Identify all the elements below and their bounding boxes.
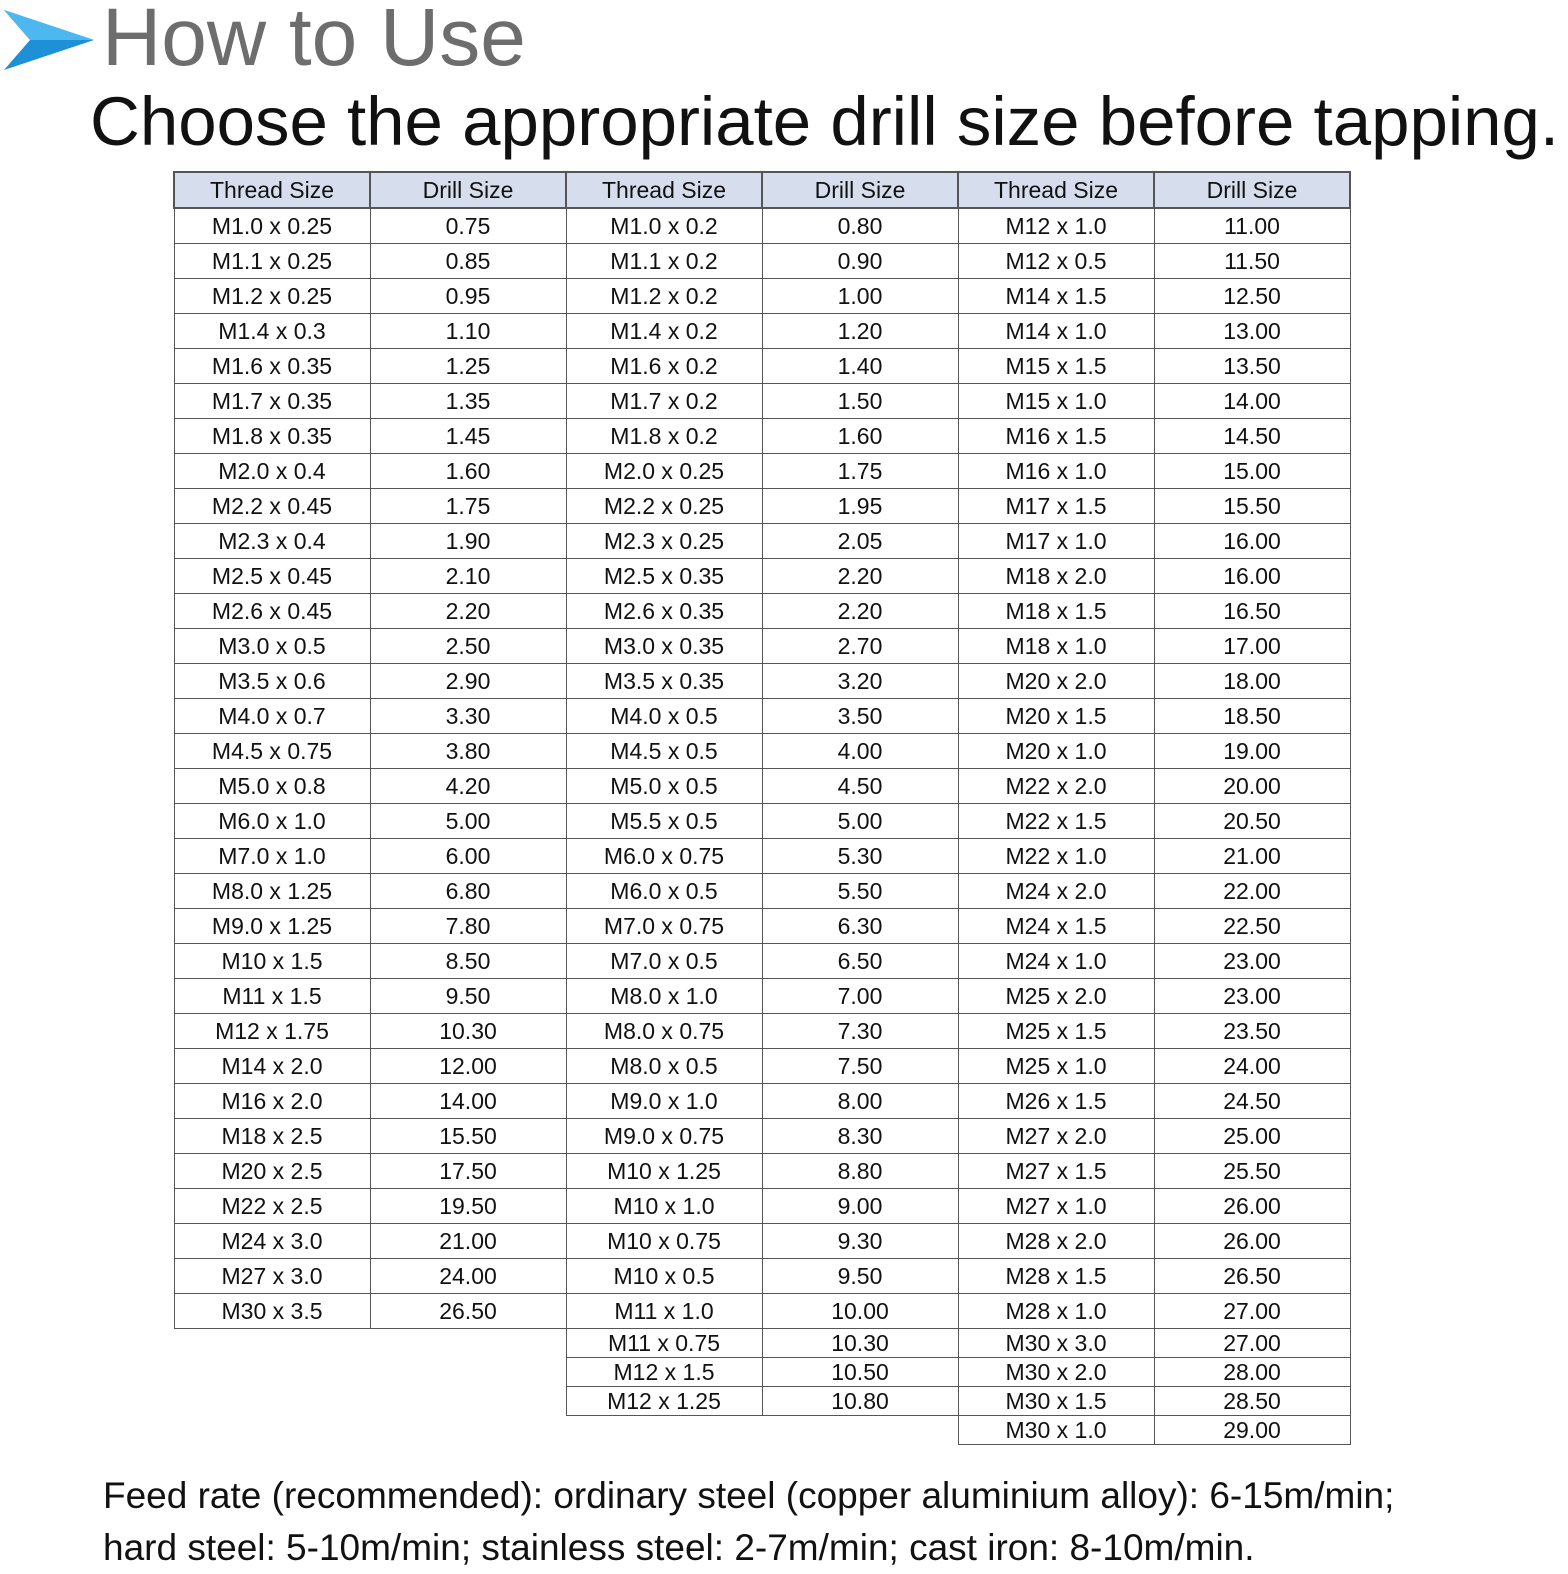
thread-size-cell: M22 x 2.5 (174, 1189, 370, 1224)
table-row (174, 1259, 1350, 1294)
thread-size-cell: M17 x 1.5 (958, 489, 1154, 524)
thread-size-cell: M24 x 1.0 (958, 944, 1154, 979)
thread-size-cell: M22 x 1.5 (958, 804, 1154, 839)
thread-size-cell: M2.3 x 0.4 (174, 524, 370, 559)
empty-cell (174, 1416, 370, 1445)
column-header: Drill Size (370, 172, 566, 208)
drill-size-cell: 24.50 (1154, 1084, 1350, 1119)
drill-size-cell: 4.20 (370, 769, 566, 804)
table-row (174, 489, 1350, 524)
thread-size-cell: M22 x 2.0 (958, 769, 1154, 804)
thread-size-cell: M20 x 2.0 (958, 664, 1154, 699)
thread-size-cell: M14 x 2.0 (174, 1049, 370, 1084)
drill-size-cell: 16.50 (1154, 594, 1350, 629)
drill-size-cell: 19.50 (370, 1189, 566, 1224)
thread-size-cell: M7.0 x 0.5 (566, 944, 762, 979)
drill-size-cell: 27.00 (1154, 1294, 1350, 1329)
thread-size-cell: M1.8 x 0.35 (174, 419, 370, 454)
drill-size-cell: 0.95 (370, 279, 566, 314)
drill-size-cell: 25.00 (1154, 1119, 1350, 1154)
table-row (174, 664, 1350, 699)
thread-size-cell: M8.0 x 1.0 (566, 979, 762, 1014)
drill-size-cell: 15.00 (1154, 454, 1350, 489)
drill-size-cell: 8.00 (762, 1084, 958, 1119)
drill-size-cell: 18.00 (1154, 664, 1350, 699)
thread-size-cell: M24 x 2.0 (958, 874, 1154, 909)
thread-size-cell: M2.5 x 0.35 (566, 559, 762, 594)
table-row (174, 454, 1350, 489)
thread-size-cell: M25 x 1.5 (958, 1014, 1154, 1049)
thread-size-cell: M4.5 x 0.75 (174, 734, 370, 769)
drill-size-cell: 9.50 (762, 1259, 958, 1294)
drill-size-cell: 22.00 (1154, 874, 1350, 909)
drill-size-cell: 5.50 (762, 874, 958, 909)
thread-size-cell: M12 x 0.5 (958, 244, 1154, 279)
table-row (174, 1387, 1350, 1416)
drill-size-cell: 7.80 (370, 909, 566, 944)
table-row (174, 594, 1350, 629)
thread-size-cell: M5.0 x 0.8 (174, 769, 370, 804)
table-row (174, 1416, 1350, 1445)
thread-size-cell: M2.2 x 0.45 (174, 489, 370, 524)
thread-size-cell: M12 x 1.5 (566, 1358, 762, 1387)
thread-size-cell: M11 x 1.5 (174, 979, 370, 1014)
table-row (174, 1014, 1350, 1049)
thread-size-cell: M2.6 x 0.45 (174, 594, 370, 629)
drill-size-cell: 14.00 (370, 1084, 566, 1119)
thread-size-cell: M18 x 1.0 (958, 629, 1154, 664)
drill-size-cell: 10.80 (762, 1387, 958, 1416)
empty-cell (174, 1329, 370, 1358)
thread-size-cell: M16 x 1.0 (958, 454, 1154, 489)
drill-size-cell: 23.00 (1154, 979, 1350, 1014)
table-row (174, 1119, 1350, 1154)
table-row (174, 629, 1350, 664)
drill-size-cell: 2.90 (370, 664, 566, 699)
table-row (174, 1294, 1350, 1329)
thread-size-cell: M3.5 x 0.6 (174, 664, 370, 699)
thread-size-cell: M10 x 0.5 (566, 1259, 762, 1294)
thread-size-cell: M5.0 x 0.5 (566, 769, 762, 804)
thread-size-cell: M2.6 x 0.35 (566, 594, 762, 629)
drill-size-cell: 1.90 (370, 524, 566, 559)
drill-size-cell: 23.00 (1154, 944, 1350, 979)
table-row (174, 524, 1350, 559)
drill-size-cell: 24.00 (1154, 1049, 1350, 1084)
drill-size-cell: 1.60 (370, 454, 566, 489)
thread-size-cell: M27 x 2.0 (958, 1119, 1154, 1154)
thread-size-cell: M26 x 1.5 (958, 1084, 1154, 1119)
table-row (174, 1049, 1350, 1084)
thread-size-cell: M27 x 1.5 (958, 1154, 1154, 1189)
feed-rate-line-1: Feed rate (recommended): ordinary steel (copper aluminium alloy): 6-15m/min; (103, 1475, 1395, 1516)
thread-size-cell: M11 x 0.75 (566, 1329, 762, 1358)
thread-size-cell: M1.4 x 0.3 (174, 314, 370, 349)
thread-size-cell: M1.8 x 0.2 (566, 419, 762, 454)
thread-size-cell: M2.2 x 0.25 (566, 489, 762, 524)
thread-size-cell: M1.7 x 0.2 (566, 384, 762, 419)
thread-size-cell: M27 x 3.0 (174, 1259, 370, 1294)
drill-size-cell: 21.00 (370, 1224, 566, 1259)
thread-size-cell: M20 x 1.0 (958, 734, 1154, 769)
thread-size-cell: M28 x 1.5 (958, 1259, 1154, 1294)
thread-size-cell: M7.0 x 0.75 (566, 909, 762, 944)
thread-size-cell: M8.0 x 1.25 (174, 874, 370, 909)
thread-size-cell: M1.2 x 0.25 (174, 279, 370, 314)
table-row (174, 839, 1350, 874)
drill-size-cell: 11.00 (1154, 208, 1350, 244)
thread-size-cell: M22 x 1.0 (958, 839, 1154, 874)
drill-size-cell: 9.30 (762, 1224, 958, 1259)
thread-size-cell: M10 x 1.5 (174, 944, 370, 979)
thread-size-cell: M25 x 2.0 (958, 979, 1154, 1014)
thread-size-cell: M3.0 x 0.5 (174, 629, 370, 664)
drill-size-cell: 20.50 (1154, 804, 1350, 839)
column-header: Drill Size (1154, 172, 1350, 208)
drill-size-cell: 27.00 (1154, 1329, 1350, 1358)
drill-size-cell: 9.00 (762, 1189, 958, 1224)
empty-cell (174, 1358, 370, 1387)
empty-cell (370, 1358, 566, 1387)
drill-size-cell: 4.00 (762, 734, 958, 769)
drill-size-cell: 2.50 (370, 629, 566, 664)
subtitle: Choose the appropriate drill size before tapping. (90, 83, 1560, 160)
thread-size-cell: M7.0 x 1.0 (174, 839, 370, 874)
drill-size-cell: 15.50 (1154, 489, 1350, 524)
empty-cell (566, 1416, 762, 1445)
table-row (174, 314, 1350, 349)
thread-size-cell: M20 x 1.5 (958, 699, 1154, 734)
table-row (174, 1358, 1350, 1387)
drill-size-cell: 6.00 (370, 839, 566, 874)
thread-size-cell: M27 x 1.0 (958, 1189, 1154, 1224)
drill-size-cell: 2.70 (762, 629, 958, 664)
thread-size-cell: M16 x 2.0 (174, 1084, 370, 1119)
drill-size-cell: 10.00 (762, 1294, 958, 1329)
drill-size-cell: 13.50 (1154, 349, 1350, 384)
drill-size-cell: 21.00 (1154, 839, 1350, 874)
drill-size-cell: 1.10 (370, 314, 566, 349)
thread-size-cell: M18 x 1.5 (958, 594, 1154, 629)
thread-size-cell: M9.0 x 0.75 (566, 1119, 762, 1154)
thread-size-cell: M1.1 x 0.2 (566, 244, 762, 279)
empty-cell (370, 1387, 566, 1416)
thread-size-cell: M12 x 1.75 (174, 1014, 370, 1049)
drill-size-cell: 0.85 (370, 244, 566, 279)
drill-size-cell: 1.50 (762, 384, 958, 419)
drill-size-cell: 14.00 (1154, 384, 1350, 419)
drill-size-cell: 0.90 (762, 244, 958, 279)
table-row (174, 419, 1350, 454)
drill-size-cell: 5.30 (762, 839, 958, 874)
thread-size-cell: M30 x 2.0 (958, 1358, 1154, 1387)
drill-size-cell: 6.80 (370, 874, 566, 909)
drill-size-cell: 13.00 (1154, 314, 1350, 349)
table-row (174, 979, 1350, 1014)
drill-size-cell: 7.50 (762, 1049, 958, 1084)
drill-size-cell: 1.00 (762, 279, 958, 314)
thread-size-cell: M5.5 x 0.5 (566, 804, 762, 839)
thread-size-cell: M9.0 x 1.0 (566, 1084, 762, 1119)
thread-size-cell: M4.0 x 0.5 (566, 699, 762, 734)
column-header: Thread Size (174, 172, 370, 208)
drill-size-cell: 25.50 (1154, 1154, 1350, 1189)
thread-size-cell: M15 x 1.5 (958, 349, 1154, 384)
empty-cell (762, 1416, 958, 1445)
drill-size-cell: 28.00 (1154, 1358, 1350, 1387)
page-title: How to Use (102, 0, 526, 83)
drill-size-cell: 7.30 (762, 1014, 958, 1049)
header (0, 0, 1568, 160)
drill-size-cell: 8.50 (370, 944, 566, 979)
thread-size-cell: M11 x 1.0 (566, 1294, 762, 1329)
drill-size-cell: 12.00 (370, 1049, 566, 1084)
thread-size-cell: M30 x 1.0 (958, 1416, 1154, 1445)
thread-size-cell: M20 x 2.5 (174, 1154, 370, 1189)
drill-size-cell: 29.00 (1154, 1416, 1350, 1445)
drill-size-cell: 6.30 (762, 909, 958, 944)
thread-size-cell: M18 x 2.5 (174, 1119, 370, 1154)
drill-size-cell: 4.50 (762, 769, 958, 804)
thread-size-cell: M3.0 x 0.35 (566, 629, 762, 664)
drill-size-cell: 0.80 (762, 208, 958, 244)
thread-size-cell: M24 x 3.0 (174, 1224, 370, 1259)
table-body (174, 208, 1350, 1445)
table-row (174, 1224, 1350, 1259)
drill-size-cell: 17.50 (370, 1154, 566, 1189)
thread-size-cell: M4.5 x 0.5 (566, 734, 762, 769)
drill-size-cell: 3.50 (762, 699, 958, 734)
drill-size-cell: 3.30 (370, 699, 566, 734)
drill-size-cell: 2.20 (762, 594, 958, 629)
drill-size-cell: 2.05 (762, 524, 958, 559)
table-row (174, 1154, 1350, 1189)
drill-size-cell: 1.95 (762, 489, 958, 524)
drill-size-cell: 14.50 (1154, 419, 1350, 454)
drill-size-cell: 2.20 (370, 594, 566, 629)
drill-size-cell: 26.50 (370, 1294, 566, 1329)
drill-size-cell: 10.50 (762, 1358, 958, 1387)
drill-size-cell: 28.50 (1154, 1387, 1350, 1416)
drill-size-cell: 3.20 (762, 664, 958, 699)
thread-size-cell: M12 x 1.0 (958, 208, 1154, 244)
drill-size-cell: 16.00 (1154, 524, 1350, 559)
drill-size-cell: 1.60 (762, 419, 958, 454)
thread-size-cell: M17 x 1.0 (958, 524, 1154, 559)
drill-size-cell: 26.00 (1154, 1189, 1350, 1224)
thread-size-cell: M1.0 x 0.2 (566, 208, 762, 244)
thread-size-cell: M12 x 1.25 (566, 1387, 762, 1416)
thread-size-cell: M10 x 1.25 (566, 1154, 762, 1189)
drill-size-cell: 18.50 (1154, 699, 1350, 734)
drill-size-cell: 2.20 (762, 559, 958, 594)
feed-rate-note (103, 1470, 1543, 1574)
thread-size-cell: M2.0 x 0.25 (566, 454, 762, 489)
thread-size-cell: M2.5 x 0.45 (174, 559, 370, 594)
thread-size-cell: M6.0 x 0.75 (566, 839, 762, 874)
drill-size-cell: 1.75 (370, 489, 566, 524)
thread-size-cell: M8.0 x 0.75 (566, 1014, 762, 1049)
thread-size-cell: M1.6 x 0.2 (566, 349, 762, 384)
table-row (174, 208, 1350, 244)
thread-size-cell: M1.6 x 0.35 (174, 349, 370, 384)
thread-size-cell: M1.1 x 0.25 (174, 244, 370, 279)
thread-size-cell: M1.7 x 0.35 (174, 384, 370, 419)
arrow-right-icon (2, 8, 94, 72)
drill-size-cell: 1.25 (370, 349, 566, 384)
thread-size-cell: M30 x 3.5 (174, 1294, 370, 1329)
thread-size-cell: M16 x 1.5 (958, 419, 1154, 454)
drill-size-cell: 1.45 (370, 419, 566, 454)
thread-size-cell: M2.3 x 0.25 (566, 524, 762, 559)
column-header: Drill Size (762, 172, 958, 208)
drill-size-cell: 7.00 (762, 979, 958, 1014)
thread-size-cell: M6.0 x 0.5 (566, 874, 762, 909)
drill-size-table (173, 171, 1351, 1445)
table-row (174, 699, 1350, 734)
thread-size-cell: M3.5 x 0.35 (566, 664, 762, 699)
drill-size-cell: 26.00 (1154, 1224, 1350, 1259)
drill-size-cell: 22.50 (1154, 909, 1350, 944)
table-row (174, 1084, 1350, 1119)
column-header: Thread Size (566, 172, 762, 208)
drill-size-cell: 26.50 (1154, 1259, 1350, 1294)
drill-size-cell: 5.00 (762, 804, 958, 839)
drill-size-cell: 1.75 (762, 454, 958, 489)
thread-size-cell: M1.4 x 0.2 (566, 314, 762, 349)
thread-size-cell: M6.0 x 1.0 (174, 804, 370, 839)
drill-size-cell: 10.30 (370, 1014, 566, 1049)
drill-size-cell: 6.50 (762, 944, 958, 979)
drill-size-cell: 0.75 (370, 208, 566, 244)
table-row (174, 384, 1350, 419)
table-row (174, 874, 1350, 909)
thread-size-cell: M14 x 1.0 (958, 314, 1154, 349)
drill-size-cell: 12.50 (1154, 279, 1350, 314)
thread-size-cell: M18 x 2.0 (958, 559, 1154, 594)
empty-cell (174, 1387, 370, 1416)
thread-size-cell: M24 x 1.5 (958, 909, 1154, 944)
table-row (174, 734, 1350, 769)
table-row (174, 244, 1350, 279)
drill-size-cell: 10.30 (762, 1329, 958, 1358)
drill-size-cell: 5.00 (370, 804, 566, 839)
thread-size-cell: M4.0 x 0.7 (174, 699, 370, 734)
drill-size-cell: 1.35 (370, 384, 566, 419)
thread-size-cell: M8.0 x 0.5 (566, 1049, 762, 1084)
table-header-row (174, 172, 1350, 208)
thread-size-cell: M14 x 1.5 (958, 279, 1154, 314)
thread-size-cell: M2.0 x 0.4 (174, 454, 370, 489)
thread-size-cell: M10 x 0.75 (566, 1224, 762, 1259)
feed-rate-line-2: hard steel: 5-10m/min; stainless steel: 2-7m/min; cast iron: 8-10m/min. (103, 1527, 1255, 1568)
drill-size-cell: 23.50 (1154, 1014, 1350, 1049)
drill-size-cell: 8.80 (762, 1154, 958, 1189)
drill-size-cell: 19.00 (1154, 734, 1350, 769)
table-row (174, 909, 1350, 944)
thread-size-cell: M9.0 x 1.25 (174, 909, 370, 944)
table-row (174, 804, 1350, 839)
drill-size-cell: 17.00 (1154, 629, 1350, 664)
table-row (174, 1329, 1350, 1358)
empty-cell (370, 1329, 566, 1358)
drill-size-cell: 1.40 (762, 349, 958, 384)
thread-size-cell: M30 x 1.5 (958, 1387, 1154, 1416)
thread-size-cell: M30 x 3.0 (958, 1329, 1154, 1358)
table-row (174, 944, 1350, 979)
drill-size-cell: 20.00 (1154, 769, 1350, 804)
drill-size-cell: 15.50 (370, 1119, 566, 1154)
table-row (174, 349, 1350, 384)
drill-size-cell: 16.00 (1154, 559, 1350, 594)
thread-size-cell: M25 x 1.0 (958, 1049, 1154, 1084)
thread-size-cell: M28 x 2.0 (958, 1224, 1154, 1259)
column-header: Thread Size (958, 172, 1154, 208)
drill-size-cell: 2.10 (370, 559, 566, 594)
table-row (174, 279, 1350, 314)
thread-size-cell: M10 x 1.0 (566, 1189, 762, 1224)
drill-size-cell: 3.80 (370, 734, 566, 769)
thread-size-cell: M15 x 1.0 (958, 384, 1154, 419)
drill-size-cell: 11.50 (1154, 244, 1350, 279)
drill-size-cell: 9.50 (370, 979, 566, 1014)
thread-size-cell: M28 x 1.0 (958, 1294, 1154, 1329)
thread-size-cell: M1.0 x 0.25 (174, 208, 370, 244)
empty-cell (370, 1416, 566, 1445)
drill-size-cell: 24.00 (370, 1259, 566, 1294)
drill-size-cell: 1.20 (762, 314, 958, 349)
table-row (174, 769, 1350, 804)
table-row (174, 1189, 1350, 1224)
drill-size-cell: 8.30 (762, 1119, 958, 1154)
thread-size-cell: M1.2 x 0.2 (566, 279, 762, 314)
table-row (174, 559, 1350, 594)
